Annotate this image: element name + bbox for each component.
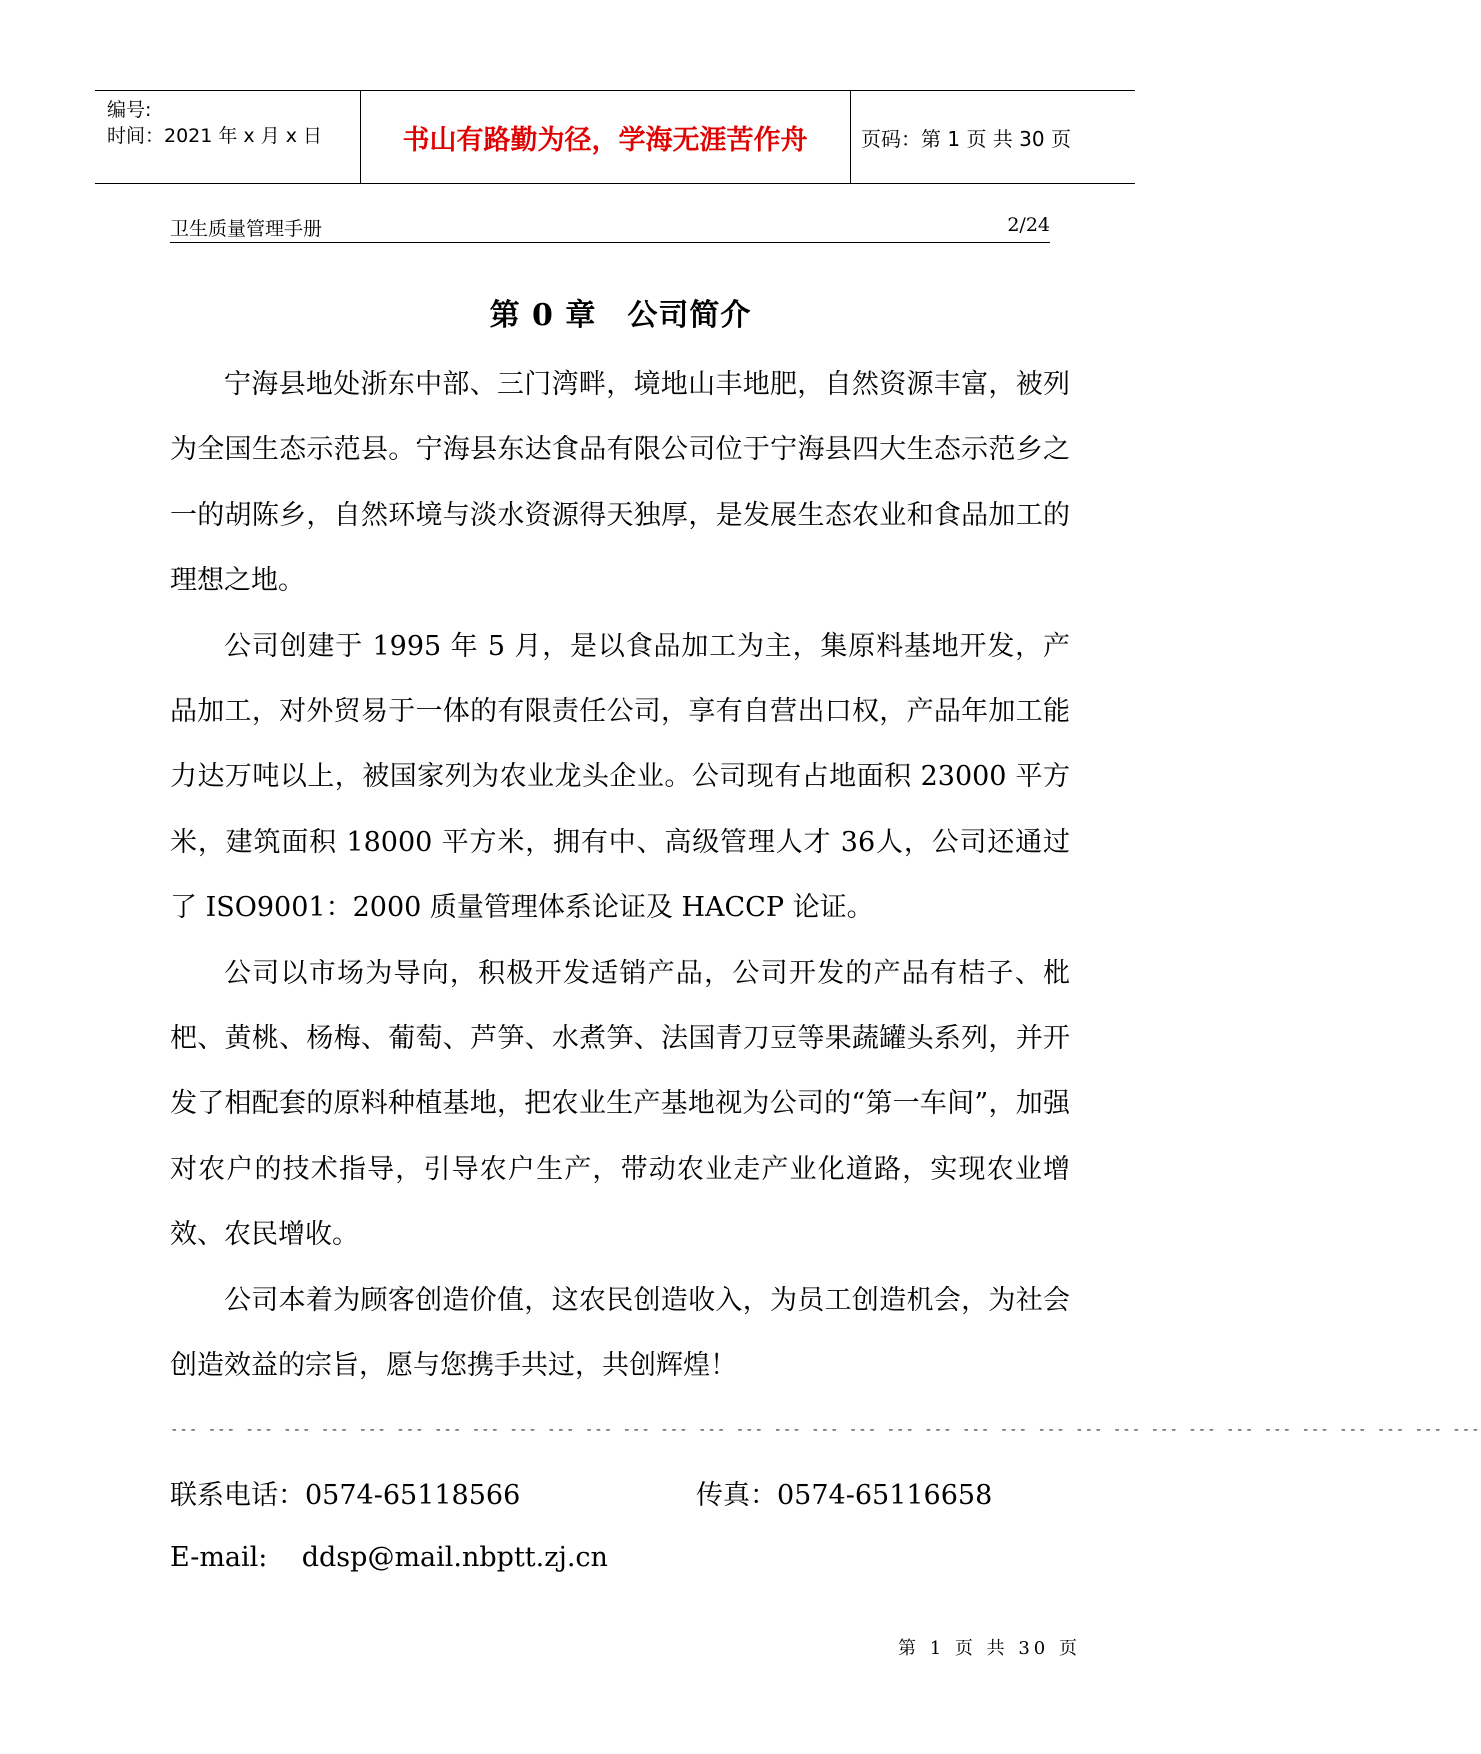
page-footer: 第 1 页 共 30 页 <box>898 1638 1081 1659</box>
running-header-page: 2/24 <box>1007 214 1050 236</box>
running-header-title: 卫生质量管理手册 <box>170 218 323 240</box>
serial-label: 编号: <box>107 99 152 121</box>
page-info-text: 页码：第 1 页 共 30 页 <box>861 126 1071 151</box>
contact-email: E-mail: ddsp@mail.nbptt.zj.cn <box>170 1542 608 1573</box>
document-top-bar <box>95 90 1135 184</box>
chapter-title: 第 0 章 公司简介 <box>489 298 752 333</box>
running-header <box>170 214 1050 243</box>
paragraph: 公司本着为顾客创造价值，这农民创造收入，为员工创造机会，为社会创造效益的宗旨，愿与您携手共过，共创辉煌！ <box>170 1284 1070 1382</box>
motto-text: 书山有路勤为径，学海无涯苦作舟 <box>402 124 808 156</box>
page-info-cell <box>850 91 1135 183</box>
time-line: 时间：2021 年 x 月 x 日 <box>107 125 323 147</box>
body-text <box>170 352 1070 1399</box>
separator-line: --- --- --- --- --- --- --- --- --- --- --- --- --- --- --- --- --- --- --- --- --- --- --- --- --- --- --- --- --- --- --- --- --- --- --- <box>170 1422 1481 1438</box>
motto-cell <box>360 91 851 183</box>
serial-time-cell <box>95 91 361 183</box>
paragraph: 宁海县地处浙东中部、三门湾畔，境地山丰地肥，自然资源丰富，被列为全国生态示范县。宁海县东达食品有限公司位于宁海县四大生态示范乡之一的胡陈乡，自然环境与淡水资源得天独厚，是发展生态农业和食品加工的理想之地。 <box>170 369 1070 597</box>
paragraph: 公司创建于 1995 年 5 月，是以食品加工为主，集原料基地开发，产品加工，对外贸易于一体的有限责任公司，享有自营出口权，产品年加工能力达万吨以上，被国家列为农业龙头企业。公司现有占地面积 23000 平方米，建筑面积 18000 平方米，拥有中、高级管理人才 36人，公司还通过了 ISO9001：2000 质量管理体系论证及 HACCP 论证。 <box>170 630 1070 924</box>
contact-phone: 联系电话：0574-65118566 <box>170 1480 521 1511</box>
paragraph: 公司以市场为导向，积极开发适销产品，公司开发的产品有桔子、枇杷、黄桃、杨梅、葡萄、芦笋、水煮笋、法国青刀豆等果蔬罐头系列，并开发了相配套的原料种植基地，把农业生产基地视为公司的“第一车间”，加强对农户的技术指导，引导农户生产，带动农业走产业化道路，实现农业增效、农民增收。 <box>170 957 1070 1251</box>
contact-fax: 传真：0574-65116658 <box>696 1480 993 1511</box>
